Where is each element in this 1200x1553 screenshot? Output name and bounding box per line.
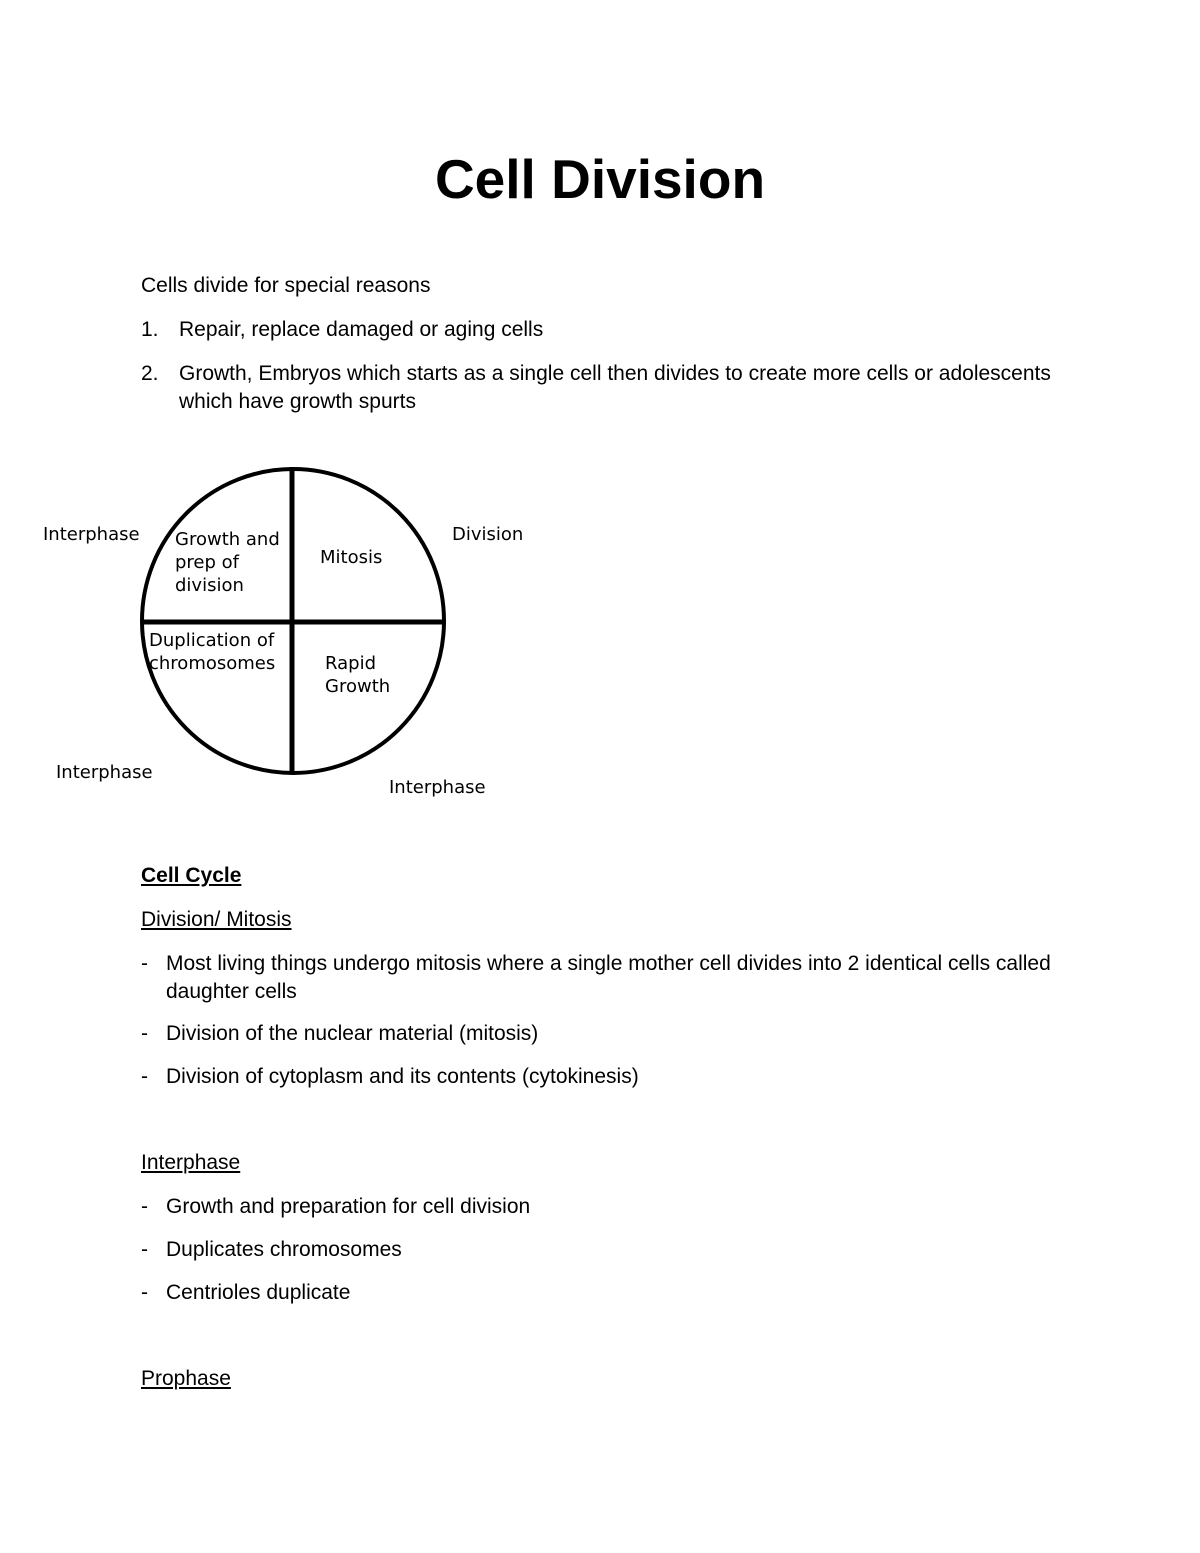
- reason-number: 2.: [141, 362, 159, 385]
- reason-text: Growth, Embryos which starts as a single cell then divides to create more cells or adolescents which have growth spurts: [179, 362, 1051, 413]
- bullet-dash: -: [141, 1065, 148, 1088]
- bullet-text: Growth and preparation for cell division: [166, 1195, 531, 1218]
- quadrant-duplication: Duplication of chromosomes: [149, 630, 276, 674]
- bullet-text: Division of cytoplasm and its contents (cytokinesis): [166, 1065, 639, 1088]
- division-bullet-3: [141, 1063, 1071, 1091]
- page-title: Cell Division: [434, 148, 766, 210]
- interphase-bullet-3: [141, 1279, 1071, 1307]
- bullet-dash: -: [141, 1195, 148, 1218]
- quadrant-mitosis: Mitosis: [320, 547, 383, 568]
- quadrant-rapid-growth: Rapid Growth: [325, 653, 391, 697]
- bullet-text: Duplicates chromosomes: [166, 1238, 402, 1261]
- reason-number: 1.: [141, 318, 159, 341]
- quadrant-growth-prep: Growth and prep of division: [175, 529, 280, 596]
- label-interphase-bottom-left: Interphase: [56, 762, 153, 783]
- bullet-dash: -: [141, 1238, 148, 1261]
- division-heading: Division/ Mitosis: [141, 908, 292, 931]
- bullet-text: Division of the nuclear material (mitosis): [166, 1022, 539, 1045]
- bullet-dash: -: [141, 1281, 148, 1304]
- reason-item-1: [141, 316, 1061, 344]
- label-division-top-right: Division: [452, 524, 524, 545]
- prophase-heading: Prophase: [141, 1367, 231, 1390]
- bullet-text: Most living things undergo mitosis where a single mother cell divides into 2 identical cells called daughter cells: [166, 952, 1051, 1003]
- cell-cycle-heading: Cell Cycle: [141, 864, 242, 887]
- cell-cycle-diagram: [0, 440, 560, 820]
- intro-text: Cells divide for special reasons: [141, 274, 431, 297]
- bullet-dash: -: [141, 1022, 148, 1045]
- bullet-dash: -: [141, 952, 148, 975]
- interphase-heading: Interphase: [141, 1151, 241, 1174]
- division-bullet-2: [141, 1020, 1071, 1048]
- interphase-bullet-1: [141, 1193, 1071, 1221]
- bullet-text: Centrioles duplicate: [166, 1281, 351, 1304]
- reason-item-2: [141, 360, 1061, 416]
- interphase-bullet-2: [141, 1236, 1071, 1264]
- label-interphase-bottom-right: Interphase: [389, 777, 486, 798]
- division-bullet-1: [141, 950, 1071, 1006]
- reason-text: Repair, replace damaged or aging cells: [179, 318, 544, 341]
- label-interphase-top-left: Interphase: [43, 524, 140, 545]
